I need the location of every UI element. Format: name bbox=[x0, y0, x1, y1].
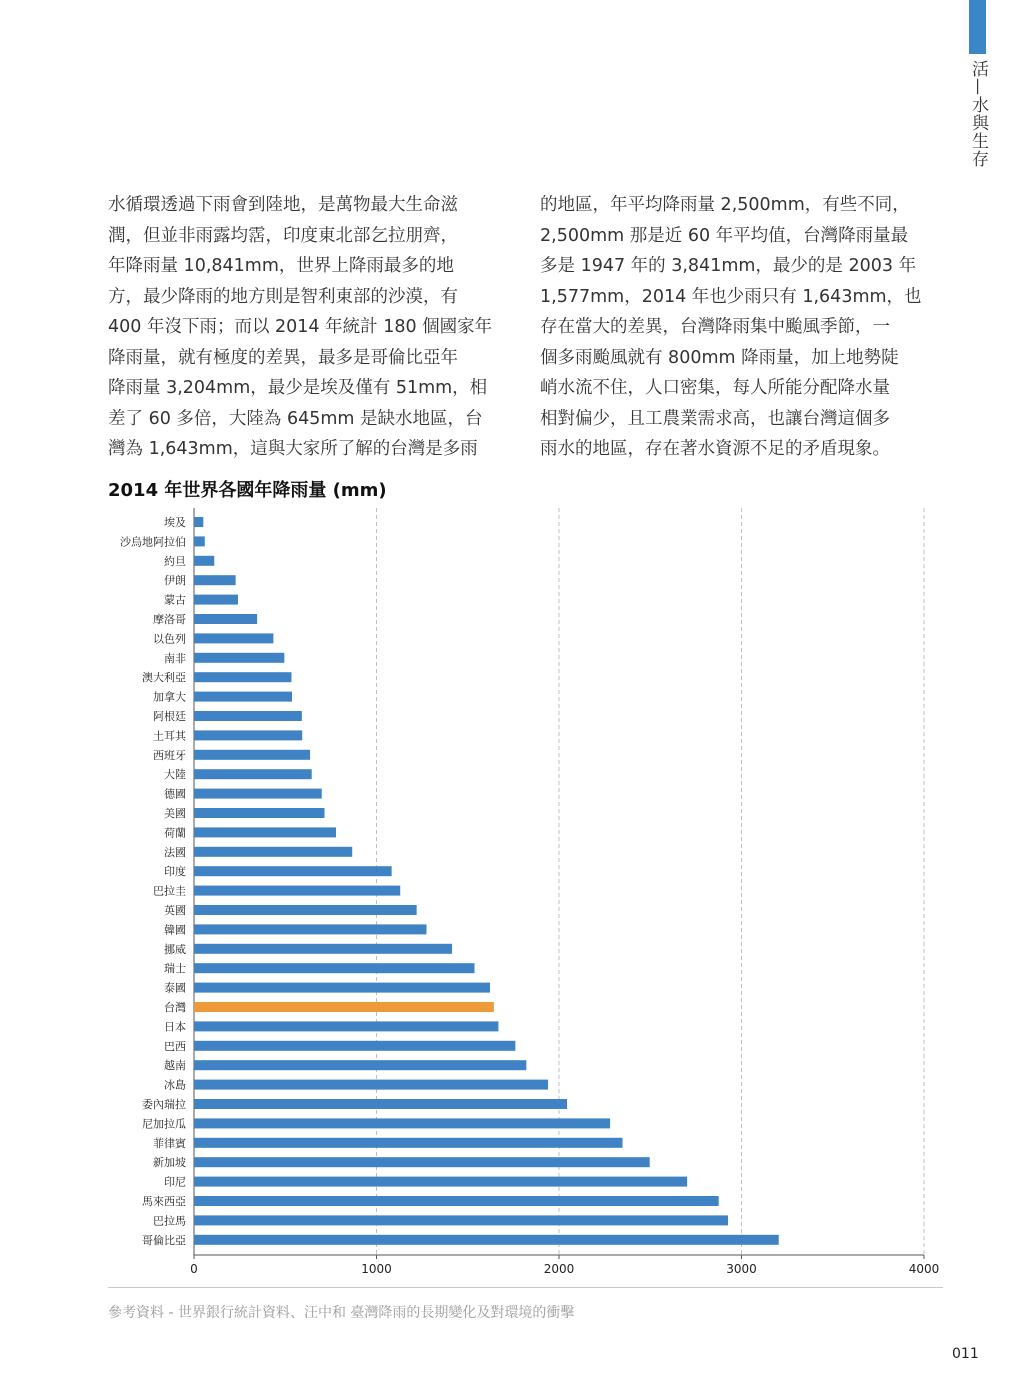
bar bbox=[194, 1041, 515, 1051]
category-label: 沙烏地阿拉伯 bbox=[120, 535, 186, 549]
bar bbox=[194, 653, 284, 663]
category-label: 荷蘭 bbox=[164, 826, 186, 840]
category-label: 挪威 bbox=[164, 942, 186, 956]
category-label: 新加坡 bbox=[153, 1156, 186, 1170]
category-label: 印尼 bbox=[164, 1175, 186, 1189]
bar bbox=[194, 983, 490, 993]
bar bbox=[194, 1138, 623, 1148]
category-label: 瑞士 bbox=[164, 962, 186, 976]
bar bbox=[194, 963, 475, 973]
category-label: 馬來西亞 bbox=[142, 1195, 186, 1208]
chart-title: 2014 年世界各國年降雨量 (mm) bbox=[108, 480, 387, 501]
category-label: 冰島 bbox=[164, 1078, 186, 1092]
bar bbox=[194, 692, 292, 702]
category-label: 蒙古 bbox=[164, 593, 186, 607]
body-line: 多是 1947 年的 3,841mm，最少的是 2003 年 bbox=[540, 256, 917, 276]
category-label: 哥倫比亞 bbox=[142, 1233, 186, 1247]
category-label: 印度 bbox=[164, 865, 186, 879]
x-tick-label: 1000 bbox=[361, 1262, 392, 1276]
body-line: 峭水流不住，人口密集，每人所能分配降水量 bbox=[540, 378, 890, 398]
category-label: 巴西 bbox=[164, 1039, 186, 1053]
bar bbox=[194, 789, 322, 799]
bar bbox=[194, 924, 427, 934]
bar bbox=[194, 750, 310, 760]
bar bbox=[194, 1060, 526, 1070]
bar bbox=[194, 1177, 687, 1187]
bar bbox=[194, 827, 336, 837]
body-line: 1,577mm，2014 年也少雨只有 1,643mm，也 bbox=[540, 286, 922, 307]
body-line: 2,500mm 那是近 60 年平均值，台灣降雨量最 bbox=[540, 225, 909, 246]
bar bbox=[194, 1235, 779, 1245]
category-label: 埃及 bbox=[164, 516, 186, 529]
bar bbox=[194, 1021, 498, 1031]
category-label: 西班牙 bbox=[153, 748, 186, 762]
x-tick-label: 3000 bbox=[726, 1262, 757, 1276]
bar bbox=[194, 866, 392, 876]
body-line: 灣為 1,643mm，這與大家所了解的台灣是多雨 bbox=[108, 439, 478, 459]
category-label: 法國 bbox=[164, 845, 186, 859]
category-label: 日本 bbox=[164, 1020, 186, 1034]
bar bbox=[194, 808, 324, 818]
body-line: 降雨量，就有極度的差異，最多是哥倫比亞年 bbox=[108, 347, 458, 368]
category-label: 阿根廷 bbox=[153, 710, 186, 723]
bar bbox=[194, 769, 312, 779]
category-label: 菲律賓 bbox=[153, 1136, 186, 1150]
category-label: 尼加拉瓜 bbox=[142, 1117, 186, 1131]
body-line: 相對偏少，且工農業需求高，也讓台灣這個多 bbox=[540, 408, 890, 429]
category-label: 台灣 bbox=[164, 1001, 186, 1014]
category-label: 越南 bbox=[164, 1059, 186, 1073]
bar bbox=[194, 575, 236, 585]
body-column-right bbox=[540, 190, 950, 465]
body-line: 個多雨颱風就有 800mm 降雨量，加上地勢陡 bbox=[540, 347, 899, 368]
bar bbox=[194, 614, 257, 624]
body-line: 的地區，年平均降雨量 2,500mm，有些不同， bbox=[540, 195, 910, 215]
body-line: 年降雨量 10,841mm，世界上降雨最多的地 bbox=[108, 256, 454, 276]
x-tick-label: 4000 bbox=[908, 1262, 940, 1276]
bar bbox=[194, 886, 400, 896]
category-label: 伊朗 bbox=[164, 574, 186, 588]
bar bbox=[194, 633, 273, 643]
category-label: 南非 bbox=[164, 651, 186, 665]
category-label: 約旦 bbox=[164, 554, 186, 568]
page-number: 011 bbox=[952, 1346, 979, 1362]
x-tick-label: 2000 bbox=[543, 1262, 575, 1276]
bar bbox=[194, 595, 238, 605]
bar bbox=[194, 1099, 567, 1109]
category-label: 大陸 bbox=[164, 768, 186, 782]
category-label: 泰國 bbox=[164, 981, 186, 995]
category-label: 澳大利亞 bbox=[142, 671, 186, 685]
bar bbox=[194, 1002, 494, 1012]
bar bbox=[194, 905, 417, 915]
source-note: 參考資料 - 世界銀行統計資料、汪中和 臺灣降雨的長期變化及對環境的衝擊 bbox=[108, 1305, 575, 1321]
category-label: 巴拉馬 bbox=[153, 1214, 186, 1228]
bar bbox=[194, 672, 291, 682]
body-line: 雨水的地區，存在著水資源不足的矛盾現象。 bbox=[540, 439, 890, 459]
bar bbox=[194, 536, 205, 546]
category-label: 巴拉圭 bbox=[153, 884, 186, 898]
bar bbox=[194, 944, 452, 954]
source-divider bbox=[108, 1287, 943, 1288]
category-label: 土耳其 bbox=[153, 729, 186, 743]
x-tick-label: 0 bbox=[190, 1262, 198, 1276]
bar bbox=[194, 1118, 610, 1128]
rainfall-bar-chart bbox=[108, 505, 948, 1290]
body-line: 存在當大的差異，台灣降雨集中颱風季節，一 bbox=[540, 317, 890, 337]
body-line: 降雨量 3,204mm，最少是埃及僅有 51mm，相 bbox=[108, 378, 488, 398]
category-label: 委內瑞拉 bbox=[142, 1098, 186, 1111]
category-label: 美國 bbox=[164, 807, 186, 820]
body-line: 400 年沒下雨；而以 2014 年統計 180 個國家年 bbox=[108, 317, 493, 337]
bar bbox=[194, 556, 214, 566]
body-line: 方，最少降雨的地方則是智利東部的沙漠，有 bbox=[108, 286, 458, 307]
bar bbox=[194, 1157, 650, 1167]
bar bbox=[194, 1215, 728, 1225]
bar bbox=[194, 517, 203, 527]
category-label: 英國 bbox=[164, 904, 186, 917]
bar bbox=[194, 730, 302, 740]
bar bbox=[194, 1080, 548, 1090]
bar bbox=[194, 1196, 719, 1206]
bar bbox=[194, 847, 352, 857]
bar bbox=[194, 711, 302, 721]
body-line: 差了 60 多倍，大陸為 645mm 是缺水地區，台 bbox=[108, 408, 483, 429]
body-line: 潤，但並非雨露均霑，印度東北部乞拉朋齊， bbox=[108, 225, 458, 246]
body-column-left bbox=[108, 190, 518, 465]
chapter-label: 活—水與生存 bbox=[968, 60, 988, 168]
category-label: 以色列 bbox=[153, 632, 186, 646]
category-label: 摩洛哥 bbox=[153, 613, 186, 626]
category-label: 加拿大 bbox=[153, 690, 186, 704]
category-label: 韓國 bbox=[164, 923, 186, 937]
category-label: 德國 bbox=[164, 787, 186, 801]
body-line: 水循環透過下雨會到陸地，是萬物最大生命滋 bbox=[108, 195, 458, 215]
side-tab-bar bbox=[969, 0, 986, 54]
